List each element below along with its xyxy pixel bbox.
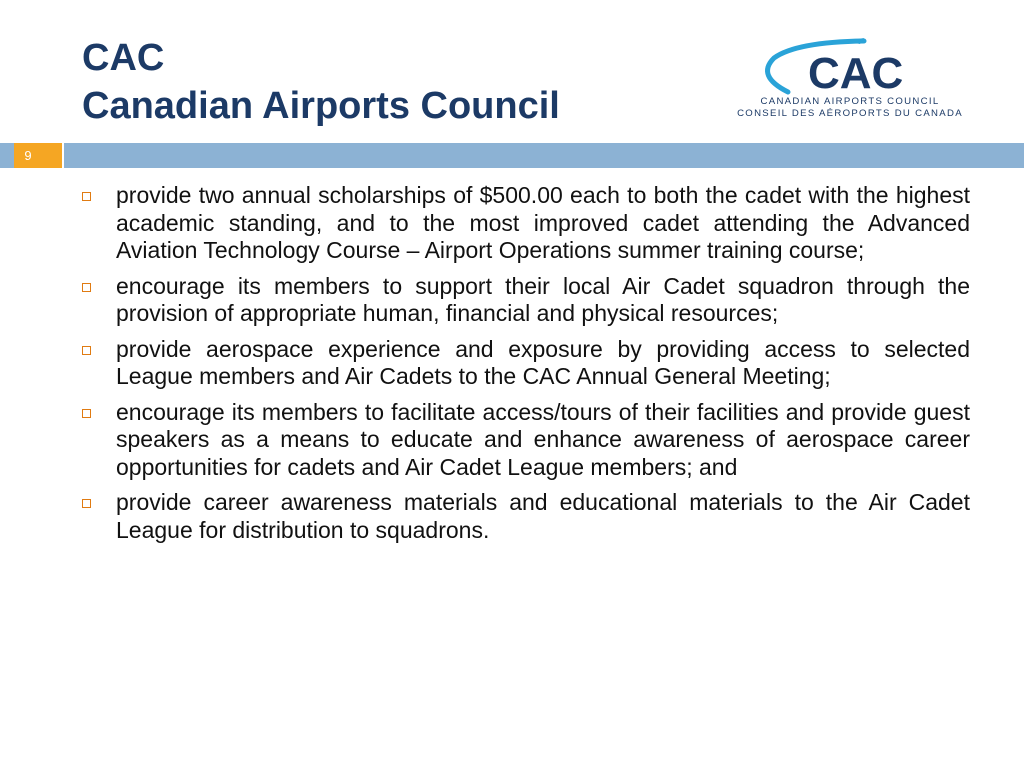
bullet-text: provide career awareness materials and educational materials to the Air Cadet League for distribution to squadrons. <box>116 489 970 543</box>
bullet-text: provide two annual scholarships of $500.00 each to both the cadet with the highest academic standing, and to the most improved cadet attending the Advanced Aviation Technology Course – Airport Operations summer training course; <box>116 182 970 263</box>
logo-wordmark: CAC <box>808 49 904 96</box>
square-bullet-icon <box>82 192 91 201</box>
bullet-item <box>78 489 970 544</box>
slide-number-badge <box>14 143 62 168</box>
logo-subtitle-french: CONSEIL DES AÉROPORTS DU CANADA <box>737 108 963 119</box>
logo-subtitle-english: CANADIAN AIRPORTS COUNCIL <box>760 96 940 107</box>
slide-title <box>82 34 560 130</box>
header-band-right <box>64 143 1024 168</box>
title-line-1: CAC <box>82 37 165 79</box>
square-bullet-icon <box>82 409 91 418</box>
bullet-text: encourage its members to support their local Air Cadet squadron through the provision of appropriate human, financial and physical resources; <box>116 272 970 326</box>
bullet-item <box>78 399 970 482</box>
slide-number: 9 <box>24 148 32 163</box>
bullet-item <box>78 182 970 265</box>
square-bullet-icon <box>82 283 91 292</box>
square-bullet-icon <box>82 499 91 508</box>
bullet-text: provide aerospace experience and exposure by providing access to selected League members and Air Cadets to the CAC Annual General Meeting; <box>116 335 970 389</box>
bullet-item <box>78 336 970 391</box>
cac-logo <box>726 38 974 128</box>
bullet-list <box>78 182 970 552</box>
cac-logo-mark <box>726 38 974 96</box>
bullet-text: encourage its members to facilitate access/tours of their facilities and provide guest speakers as a means to educate and enhance awareness of aerospace career opportunities for cadets and Air Cadet League members; and <box>116 398 970 480</box>
bullet-item <box>78 273 970 328</box>
square-bullet-icon <box>82 346 91 355</box>
title-line-2: Canadian Airports Council <box>82 85 560 127</box>
header-band-left <box>0 143 14 168</box>
